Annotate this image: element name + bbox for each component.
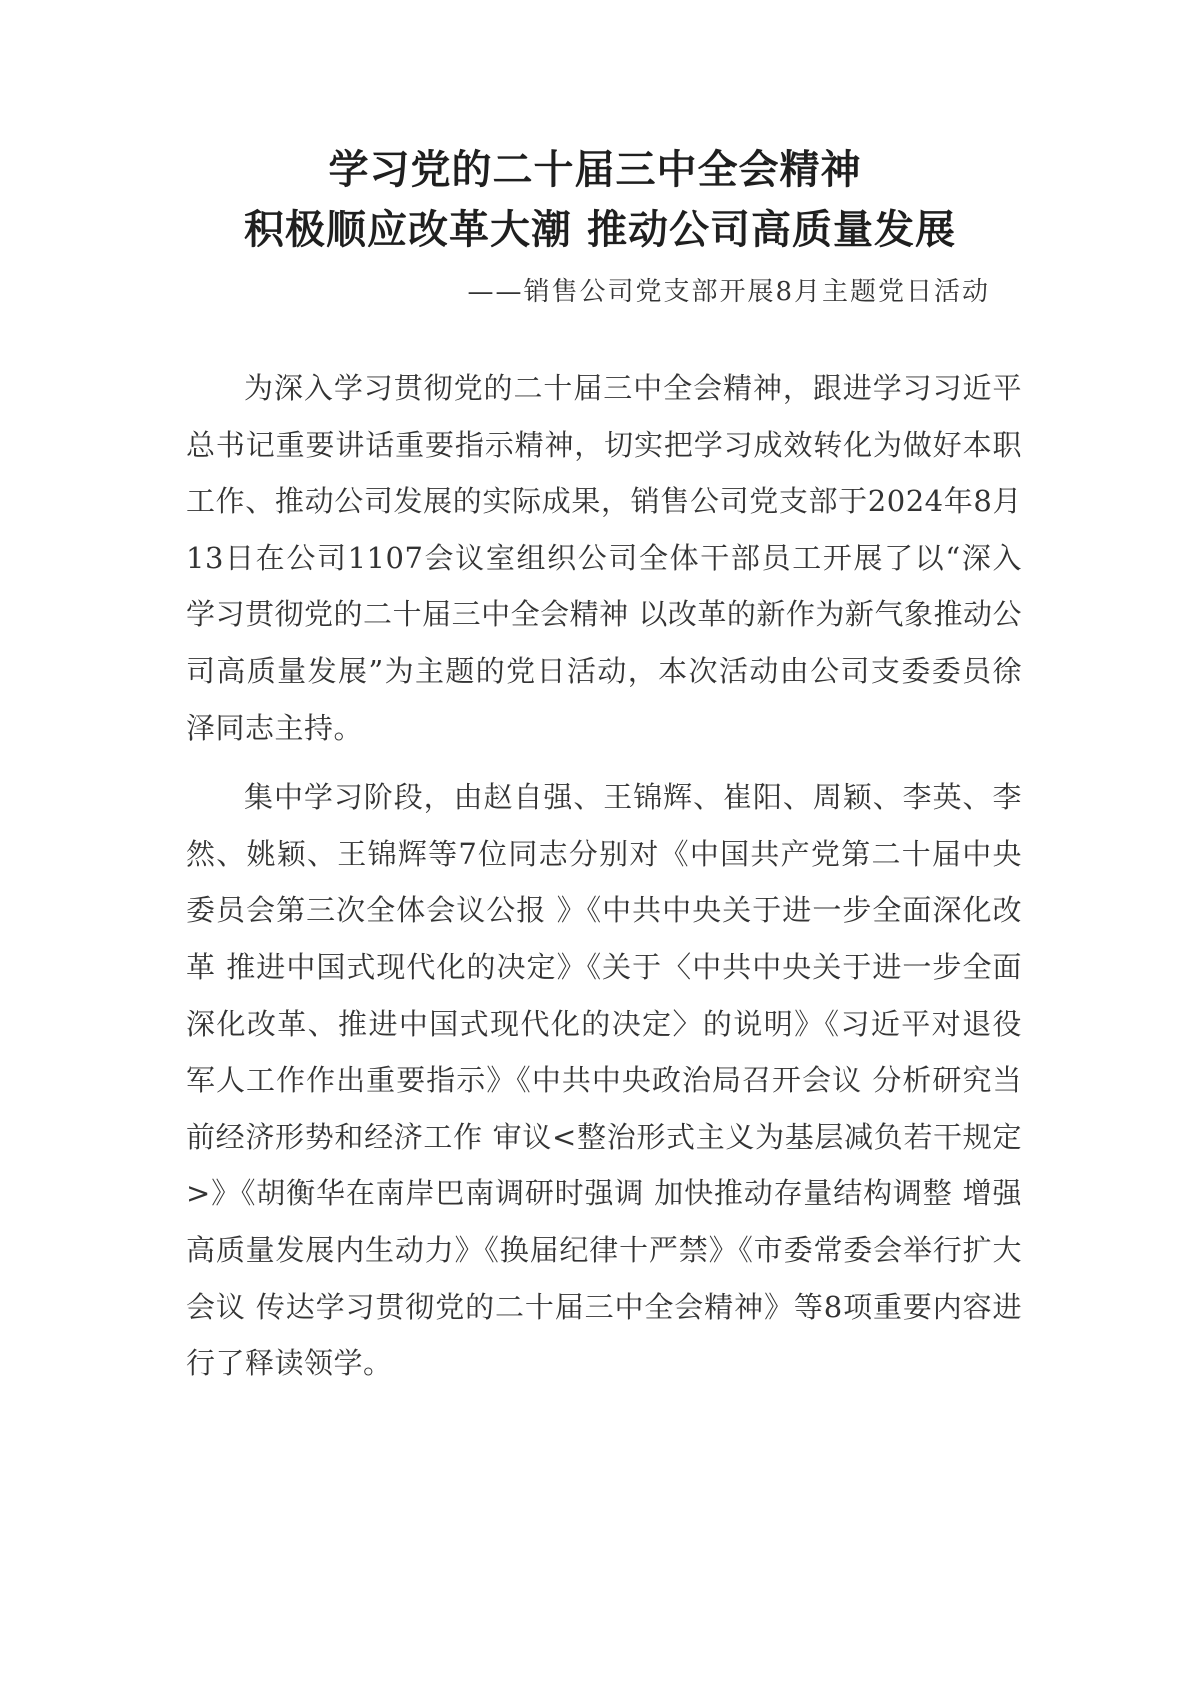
- paragraph-intro: 为深入学习贯彻党的二十届三中全会精神，跟进学习习近平总书记重要讲话重要指示精神，切实把学习成效转化为做好本职工作、推动公司发展的实际成果，销售公司党支部于2024年8月13日在公司1107会议室组织公司全体干部员工开展了以“深入学习贯彻党的二十届三中全会精神 以改革的新作为新气象推动公司高质量发展”为主题的党日活动，本次活动由公司支委委员徐泽同志主持。: [186, 371, 1022, 745]
- title-line-2: 积极顺应改革大潮 推动公司高质量发展: [244, 206, 956, 253]
- subtitle: ——销售公司党支部开展8月主题党日活动: [467, 277, 990, 307]
- title-block: [0, 140, 1200, 260]
- paragraph-study: 集中学习阶段，由赵自强、王锦辉、崔阳、周颖、李英、李然、姚颖、王锦辉等7位同志分别对《中国共产党第二十届中央委员会第三次全体会议公报 》《中共中央关于进一步全面深化改革 推进中国式现代化的决定》《关于〈中共中央关于进一步全面深化改革、推进中国式现代化的决定〉的说明》《习近平对退役军人工作作出重要指示》《中共中央政治局召开会议 分析研究当前经济形势和经济工作 审议<整治形式主义为基层减负若干规定>》《胡衡华在南岸巴南调研时强调 加快推动存量结构调整 增强高质量发展内生动力》《换届纪律十严禁》《市委常委会举行扩大会议 传达学习贯彻党的二十届三中全会精神》等8项重要内容进行了释读领学。: [186, 780, 1022, 1381]
- body-text: [186, 360, 1022, 1405]
- title-line-1: 学习党的二十届三中全会精神: [328, 146, 862, 193]
